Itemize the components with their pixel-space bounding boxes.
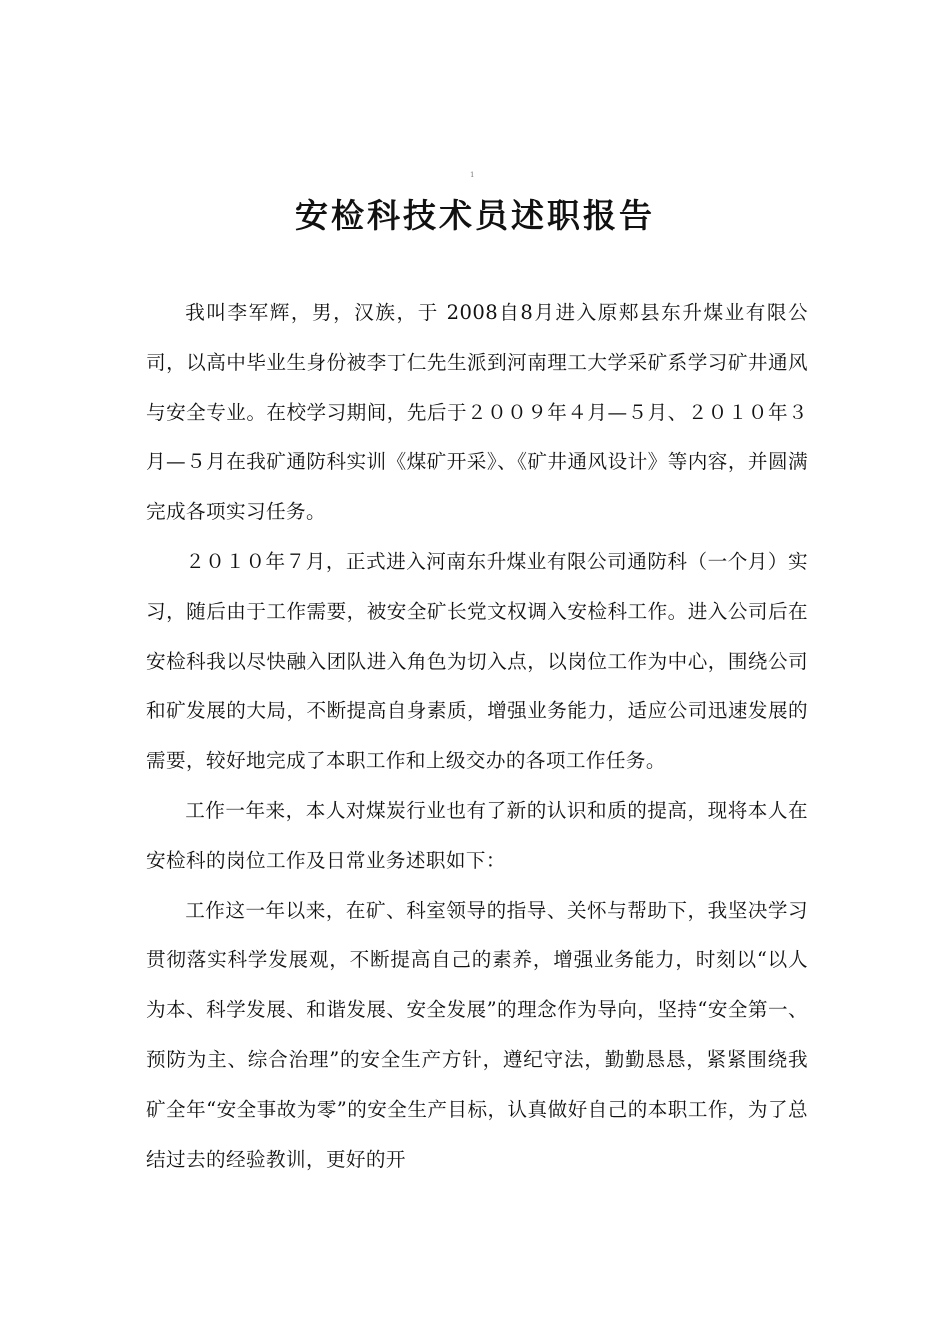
page-header-mark: 1 <box>470 171 475 179</box>
paragraph-summary: 工作一年来，本人对煤炭行业也有了新的认识和质的提高，现将本人在安检科的岗位工作及日常业务述职如下： <box>146 798 808 872</box>
paragraph-employment: ２０１０年７月，正式进入河南东升煤业有限公司通防科（一个月）实习，随后由于工作需要，被安全矿长党文权调入安检科工作。进入公司后在安检科我以尽快融入团队进入角色为切入点，以岗位工作为中心，围绕公司和矿发展的大局，不断提高自身素质，增强业务能力，适应公司迅速发展的需要，较好地完成了本职工作和上级交办的各项工作任务。 <box>146 549 808 773</box>
paragraph-intro: 我叫李军辉，男，汉族，于 2008自8月进入原郏县东升煤业有限公司，以高中毕业生身份被李丁仁先生派到河南理工大学采矿系学习矿井通风与安全专业。在校学习期间，先后于２００９年４月—５月、２０１０年３月—５月在我矿通防科实训《煤矿开采》、《矿井通风设计》等内容，并圆满完成各项实习任务。 <box>146 301 808 524</box>
document-title: 安检科技术员述职报告 <box>295 196 655 235</box>
paragraph-work: 工作这一年以来，在矿、科室领导的指导、关怀与帮助下，我坚决学习贯彻落实科学发展观，不断提高自己的素养，增强业务能力，时刻以“以人为本、科学发展、和谐发展、安全发展”的理念作为导向，坚持“安全第一、预防为主、综合治理”的安全生产方针，遵纪守法，勤勤恳恳，紧紧围绕我矿全年“安全事故为零”的安全生产目标，认真做好自己的本职工作，为了总结过去的经验教训，更好的开 <box>146 898 808 1171</box>
document-body <box>146 288 808 1184</box>
